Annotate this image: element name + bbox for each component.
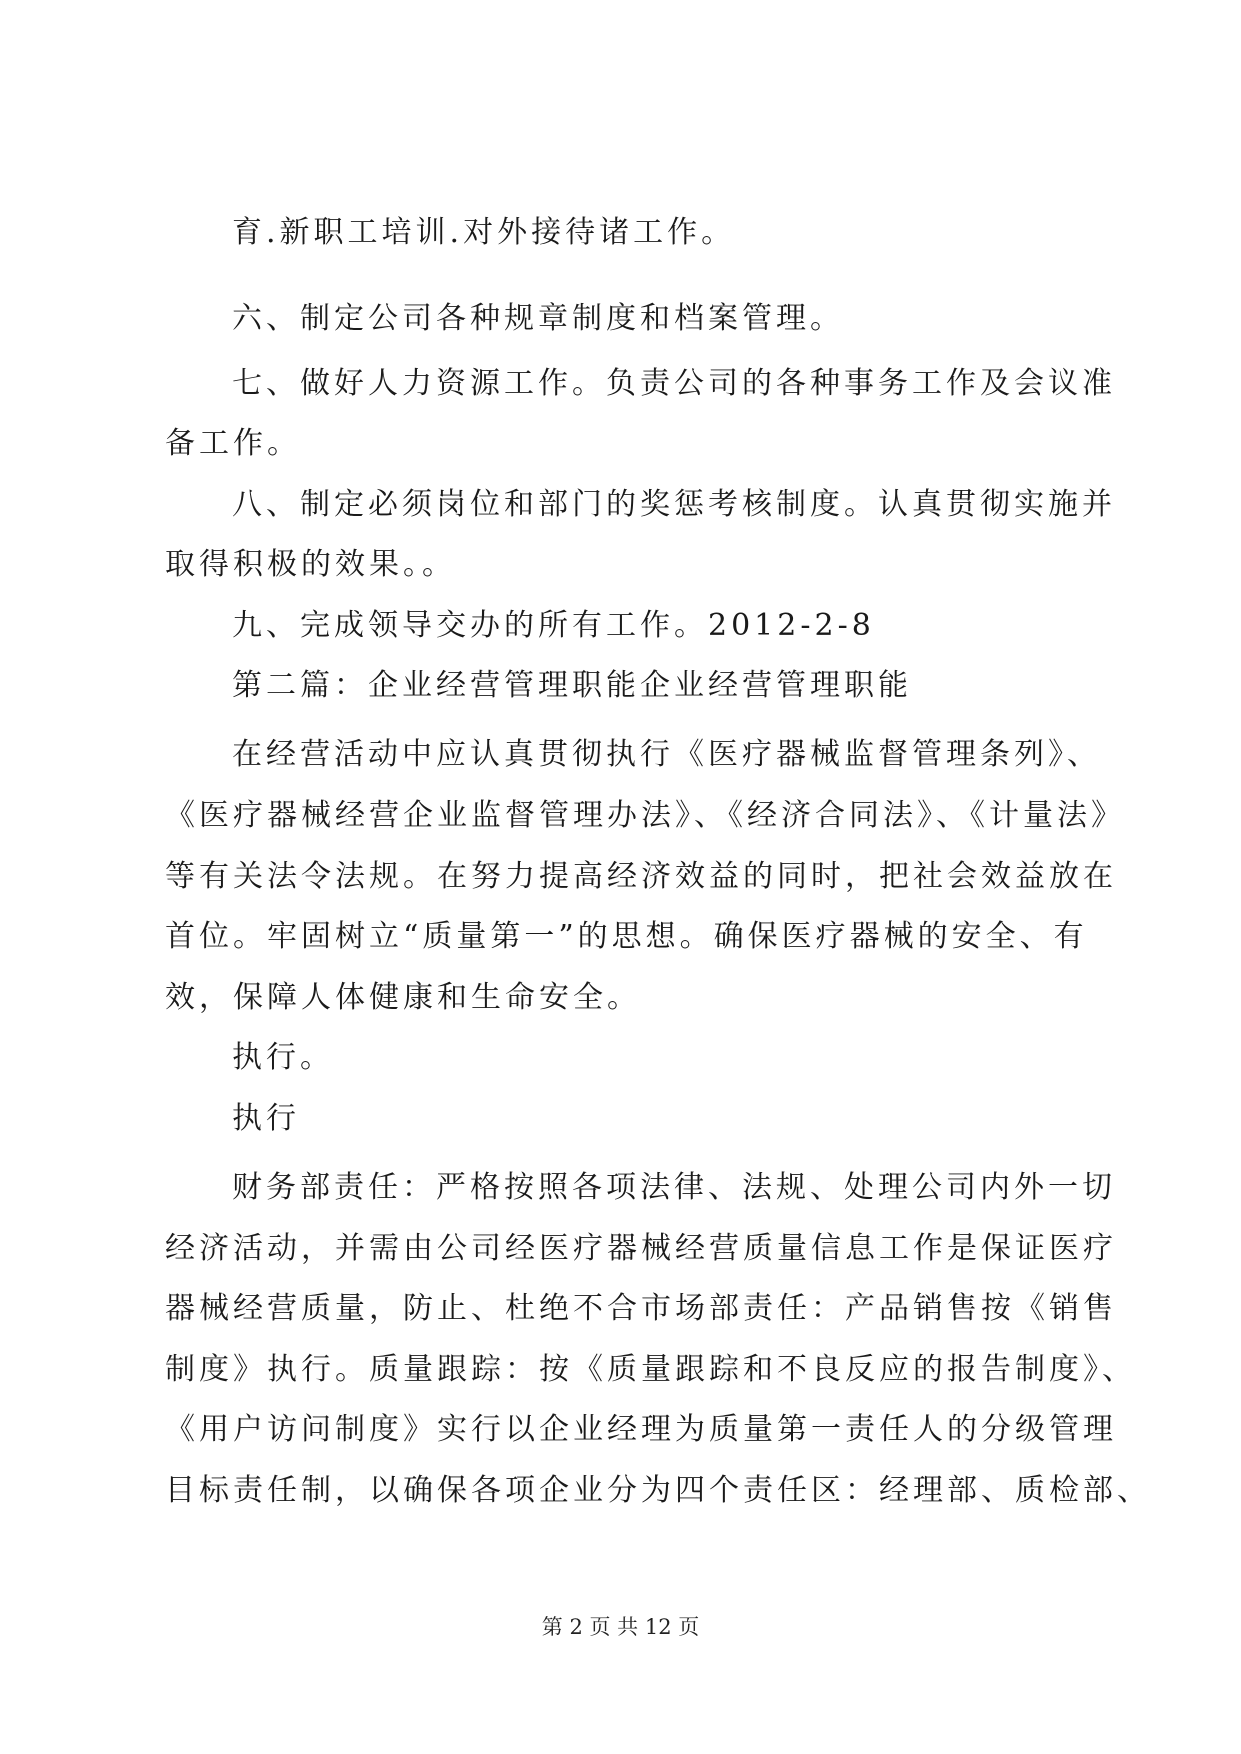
body-line: 器械经营质量，防止、杜绝不合市场部责任：产品销售按《销售: [165, 1291, 1117, 1326]
body-line: 《医疗器械经营企业监督管理办法》、《经济合同法》、《计量法》: [165, 798, 1125, 833]
body-line: 七、做好人力资源工作。负责公司的各种事务工作及会议准: [232, 366, 1116, 401]
body-line: 备工作。: [165, 426, 301, 461]
body-line: 取得积极的效果。。: [165, 547, 456, 582]
body-line: 《用户访问制度》实行以企业经理为质量第一责任人的分级管理: [165, 1412, 1117, 1447]
body-line: 执行。: [232, 1040, 334, 1075]
body-line: 制度》执行。质量跟踪：按《质量跟踪和不良反应的报告制度》、: [165, 1352, 1136, 1387]
body-line: 目标责任制，以确保各项企业分为四个责任区：经理部、质检部、: [165, 1473, 1151, 1508]
body-line: 财务部责任：严格按照各项法律、法规、处理公司内外一切: [232, 1170, 1116, 1205]
body-line: 六、制定公司各种规章制度和档案管理。: [232, 301, 844, 336]
body-line: 经济活动，并需由公司经医疗器械经营质量信息工作是保证医疗: [165, 1231, 1117, 1266]
body-line: 在经营活动中应认真贯彻执行《医疗器械监督管理条列》、: [232, 737, 1101, 772]
body-line: 八、制定必须岗位和部门的奖惩考核制度。认真贯彻实施并: [232, 487, 1116, 522]
page-number-footer: 第 2 页 共 12 页: [541, 1615, 700, 1639]
body-line: 育.新职工培训.对外接待诸工作。: [232, 215, 736, 250]
body-line: 九、完成领导交办的所有工作。2012-2-8: [232, 608, 875, 643]
body-line: 执行: [232, 1101, 300, 1136]
body-line: 首位。牢固树立“质量第一”的思想。确保医疗器械的安全、有: [165, 919, 1088, 954]
body-line: 效，保障人体健康和生命安全。: [165, 980, 641, 1015]
section-heading: 第二篇：企业经营管理职能企业经营管理职能: [232, 668, 912, 703]
body-line: 等有关法令法规。在努力提高经济效益的同时，把社会效益放在: [165, 859, 1117, 894]
